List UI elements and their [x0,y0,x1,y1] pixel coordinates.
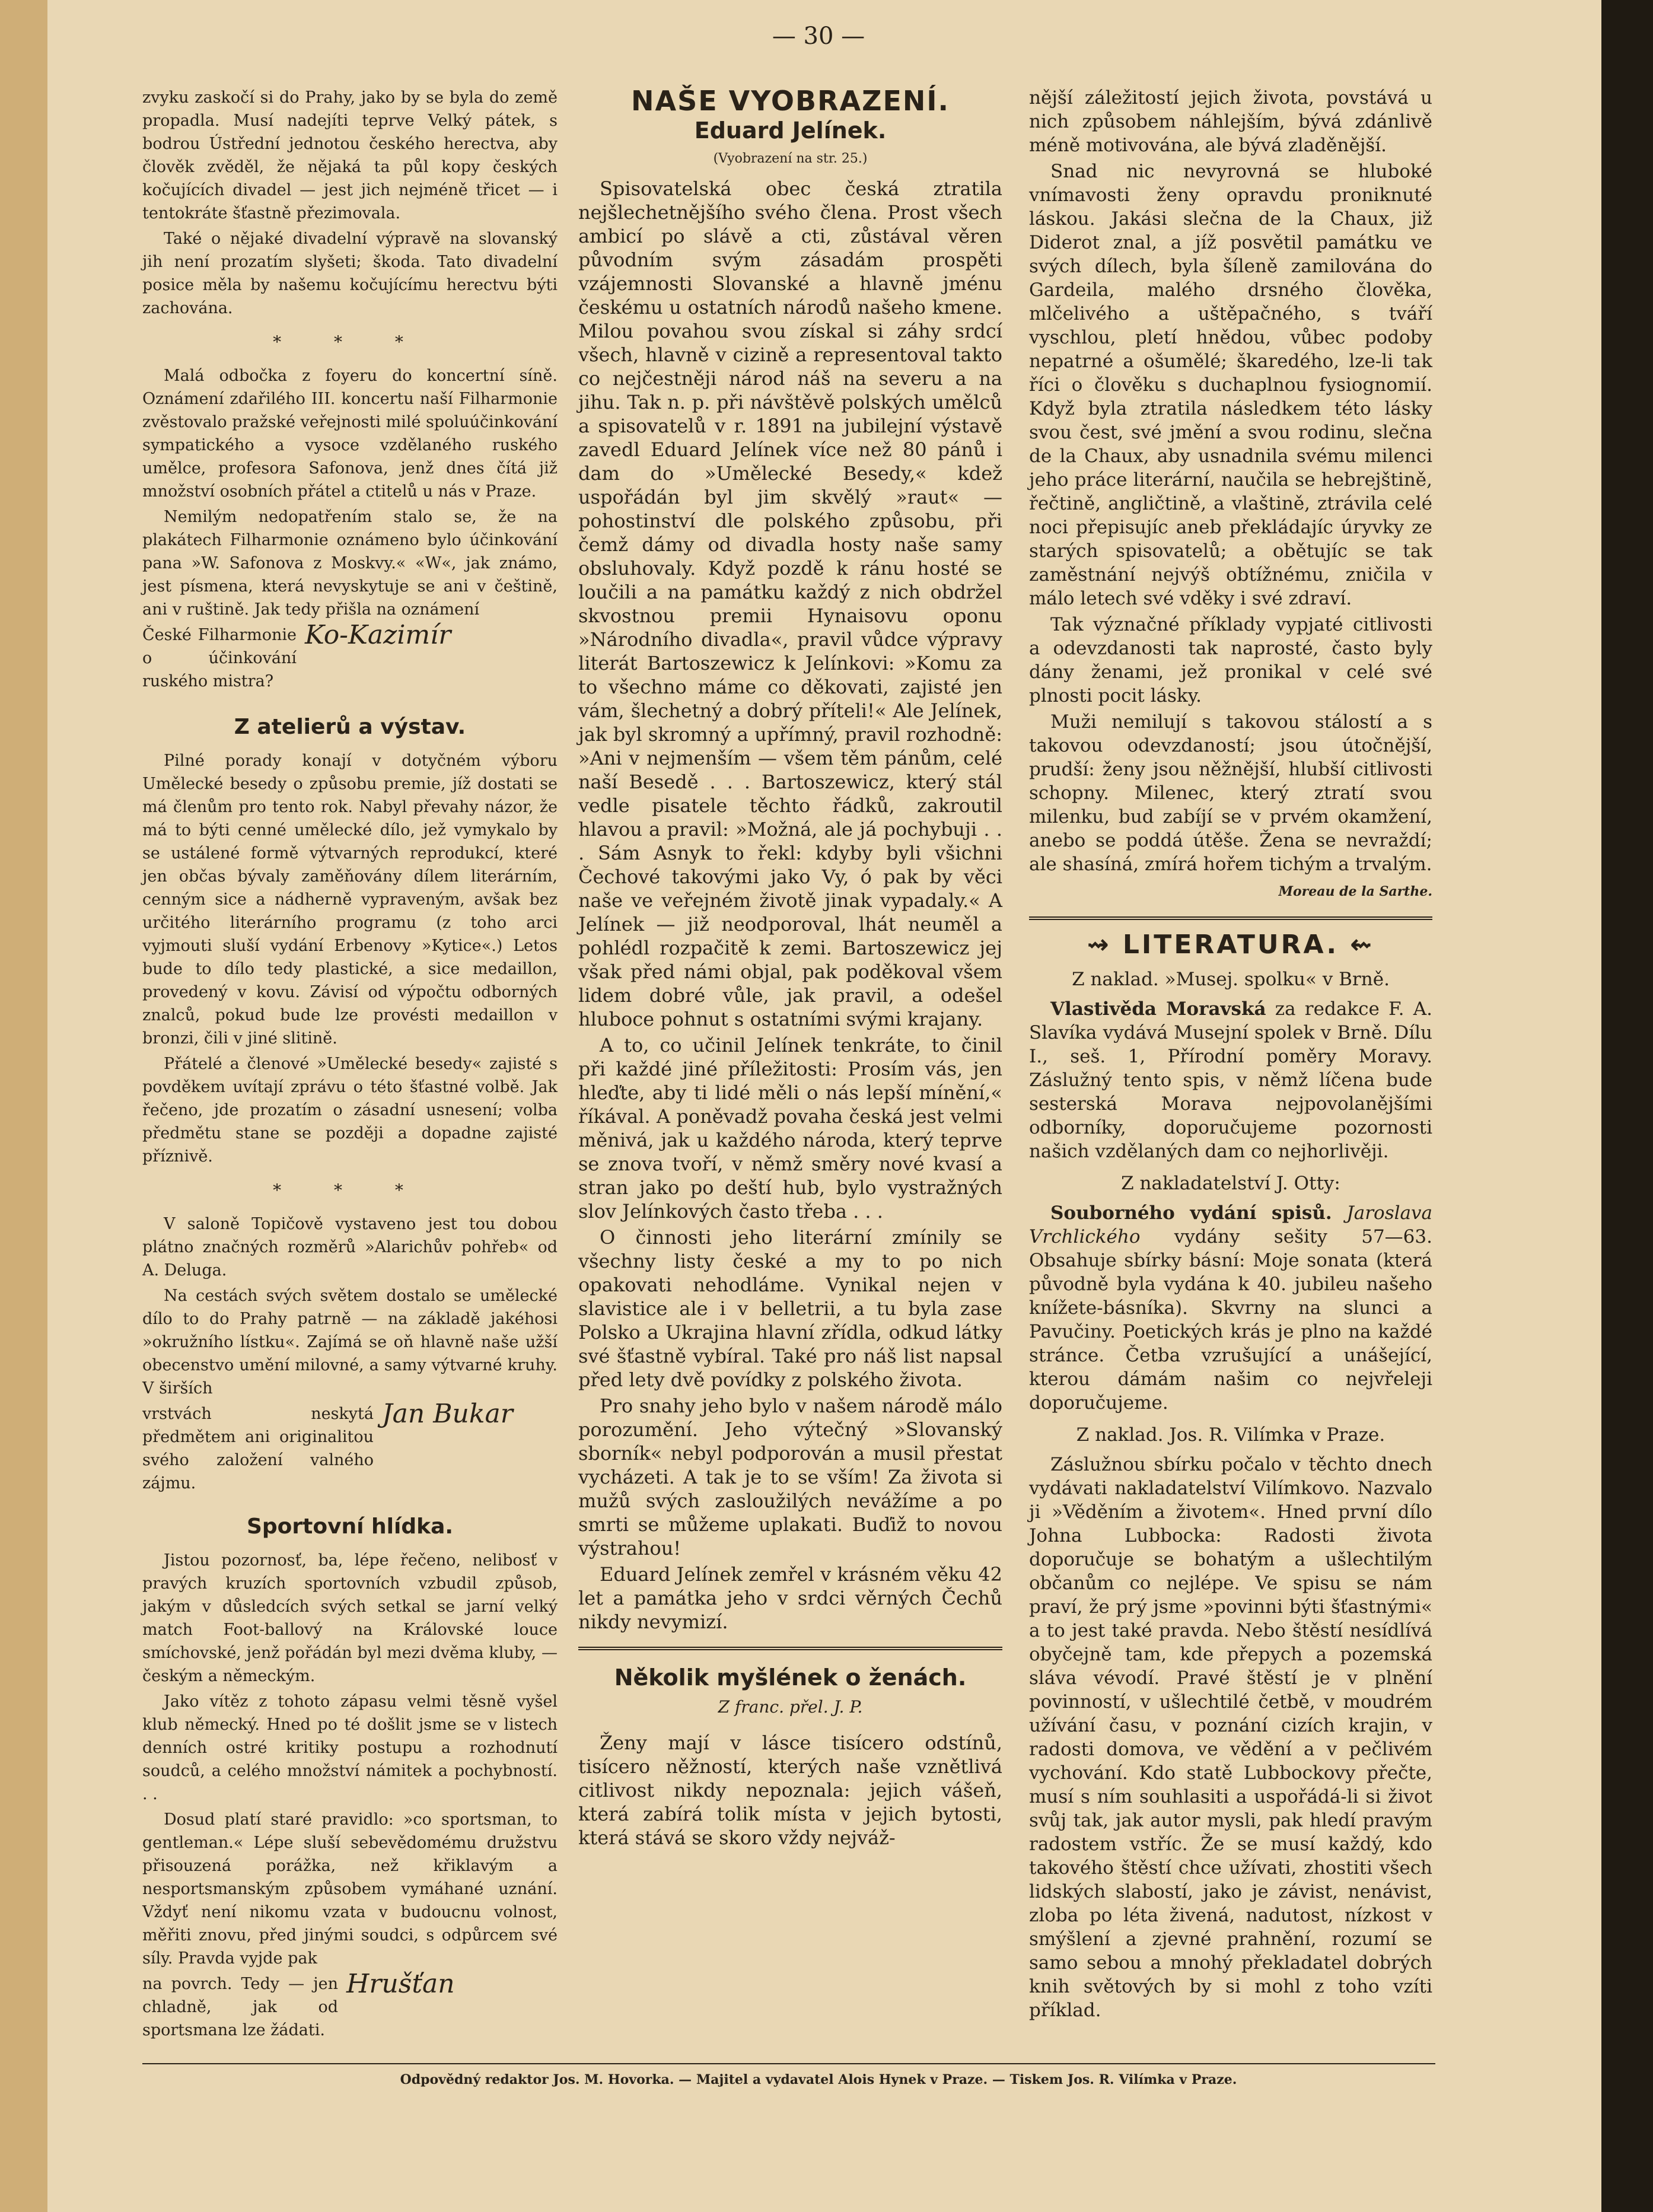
divider [578,1647,1002,1650]
column-middle [578,86,1002,1852]
signature: Jan Bukar [382,1399,513,1429]
column-left [142,86,558,2044]
paragraph-text: vydány sešity 57—63. Obsahuje sbírky básní: Moje sonata (která původně byla vydána k 40. jubileu našeho knížete-básníka). Skvrny na slunci a Pavučiny. Poetických krás je plno na každé stránce. Četba vzrušující a unášející, kterou dámám našim co nejvřeleji doporučujeme. [1029,1226,1432,1414]
divider [1029,916,1432,920]
publisher-line: Z naklad. »Musej. spolku« v Brně. [1072,969,1390,990]
paragraph: O činnosti jeho literární zmínily se všechny listy české a my to po nich opakovati nehodláme. Vynikal nejen v slavistice ale i v belletrii, a tu byla zase Polsko a Ukrajina hlavní zřídla, odkud látky své šťastně vybíral. Také pro náš list napsal před lety dvě povídky z polského života. [578,1226,1002,1391]
section-separator: * * * [273,1180,427,1200]
paragraph: Jako vítěz z tohoto zápasu velmi těsně vyšel klub německý. Hned po té došlit jsme se v listech denních ostré kritiky postupu a rozhodnutí soudců, a celého množství námitek a pochybností. . . [142,1692,558,1803]
signature-block [142,620,558,695]
author-credit: Moreau de la Sarthe. [1278,884,1432,899]
paragraph [1029,997,1432,1163]
publisher-line: Z nakladatelství J. Otty: [1121,1173,1340,1194]
signature-block [142,1399,558,1497]
note: (Vyobrazení na str. 25.) [713,151,868,166]
paragraph: Snad nic nevyrovná se hluboké vnímavosti ženy opravdu proniknuté láskou. Jakási slečna de la Chaux, již Diderot znal, a jíž posvětil památku ve svých dílech, byla šíleně zamilována do Gardeila, malého drsného člověka, mlčelivého a uštěpačného, s tváří vyschlou, pletí hnědou, vůbec podoby nepatrné a ošumělé; škaredého, lze-li tak říci o člověku s duchaplnou fysiognomií. Když byla ztratila následkem této lásky svou čest, své jmění a svou rodinu, slečna de la Chaux, aby usnadnila svému milenci jeho práce literární, naučila se hebrejštině, řečtině, angličtině, a vlaštině, ztrávila celé noci přepisujíc aneb překládajíc úryvky ze starých spisovatelů; a obětujíc se tak zaměstnání nejvýš obtížnému, zničila v málo letech své vděky i své zdraví. [1029,161,1432,609]
paragraph: zvyku zaskočí si do Prahy, jako by se byla do země propadla. Musí nadejíti teprve Velký pátek, s bodrou Ústřední jednotou českého herectva, aby člověk zvěděl, že nějaká ta půl kopy českých kočujících divadel — jest jich nejméně třicet — i tentokráte šťastně přezimovala. [142,88,558,222]
paragraph: Tak význačné příklady vypjaté citlivosti a odevzdanosti tak naprosté, často byly dány ženami, jež pronikal v celé své plnosti pocit lásky. [1029,614,1432,706]
signature: Hrušťan [346,1969,455,1999]
signature: Ko-Kazimír [305,620,451,650]
paragraph: Přátelé a členové »Umělecké besedy« zajisté s povděkem uvítají zprávu o této šťastné volbě. Jak řečeno, jde prozatím o zásadní usnesení; volba předmětu stane se později a dopadne zajisté příznivě. [142,1055,558,1166]
paragraph: na povrch. Tedy — jen chladně, jak od sportsmana lze žádati. [142,1975,338,2039]
column-right [1029,86,1432,2025]
paragraph [1029,1201,1432,1415]
paragraph: Také o nějaké divadelní výpravě na slovanský jih není prozatím slyšeti; škoda. Tato divadelní posice měla by našemu kočujícímu herectvu býti zachována. [142,230,558,317]
paragraph: Ženy mají v lásce tisícero odstínů, tisícero něžností, kterých naše vznětlivá citlivost nikdy nepoznala: jejich vášeň, která zabírá tolik místa v jejich bytosti, která stává se skoro vždy nejváž- [578,1732,1002,1849]
paragraph: Eduard Jelínek zemřel v krásném věku 42 let a památka jeho v srdci věrných Čechů nikdy nevymizí. [578,1563,1002,1633]
article-title: Několik myšlének o ženách. [614,1664,967,1691]
paragraph: Spisovatelská obec česká ztratila nejšlechetnějšího svého člena. Prost všech ambicí po slávě a cti, zůstával věren původním svým zásadám prospěti vzájemnosti Slovanské a hlavně jménu českému u ostatních národů našeho kmene. Milou povahou svou získal si záhy srdcí všech, hlavně v cizině a representoval takto co nejčestněji národ náš na severu a na jihu. Tak n. p. při návštěvě polských umělců a spisovatelů v r. 1891 na jubilejní výstavě zavedl Eduard Jelínek více než 80 pánů i dam do »Umělecké Besedy,« kdež uspořádán byl jim skvělý »raut« — pohostinství dle polského způsobu, při čemž dámy od divadla hosty naše samy obsluhovaly. Když pozdě k ránu hosté se loučili a na památku každý z nich obdržel skvostnou premii Hynaisovu oponu »Národního divadla«, pravil vůdce výpravy literát Bartoszewicz k Jelínkovi: »Komu za to všechno máme co děkovati, zajisté jen vám, šlechetný a dobrý příteli!« Ale Jelínek, jak byl skromný a upřímný, pravil rozhodně: »Ani v nejmenším — všem těm pánům, celé naší Besedě . . . Bartoszewicz, který stál vedle pisatele těchto řádků, zakroutil hlavou a pravil: »Možná, ale já pochybuji . . . Sám Asnyk to řekl: kdyby byli všichni Čechové takovými jako Vy, ó pak by věci naše ve veřejném životě jinak vypadaly.« A Jelínek — již neodporoval, lhát neuměl a pohlédl rozpačitě k zemi. Bartoszewicz jej však před námi objal, pak poděkoval všem lidem dobré vůle, jak pravil, a odešel hluboce pohnut s ostatními svými krajany. [578,177,1002,1030]
arrow-ornament-icon: ⇜ [1339,930,1375,960]
binding-edge [1601,0,1653,2212]
paragraph: Muži nemilují s takovou stálostí a s takovou odevzdaností; jsou útočnější, prudší: ženy jsou něžnější, hlubší citlivosti schopny. Milenec, který ztratí svou milenku, bud zabíjí se v prvém okamžení, anebo se poddá útěše. Žena se nevraždí; ale shasíná, zmírá hořem tichým a trvalým. [1029,711,1432,875]
section-separator: * * * [273,332,427,352]
book-title: Souborného vydání spisů. [1050,1202,1332,1224]
paragraph: Dosud platí staré pravidlo: »co sportsman, to gentleman.« Lépe sluší sebevědomému družstvu přisouzená porážka, než křiklavým a nesportsmanským způsobem vymáhané uznání. Vždyť není nikomu vzata v budoucnu volnost, měřiti znovu, před jinými soudci, s odpůrcem své síly. Pravda vyjde pak [142,1810,558,1968]
note: Z franc. přel. J. P. [718,1697,863,1717]
section-heading: NAŠE VYOBRAZENÍ. [631,85,950,117]
section-heading: Sportovní hlídka. [246,1514,454,1539]
paragraph: V saloně Topičově vystaveno jest tou dobou plátno značných rozměrů »Alarichův pohřeb« od A. Deluga. [142,1215,558,1280]
heading-text: LITERATURA. [1122,930,1339,960]
paragraph: Pilné porady konají v dotyčném výboru Umělecké besedy o způsobu premie, jíž dostati se má členům pro tento rok. Nabyl převahy názor, že má to býti cenné umělecké dílo, jež vymykalo by se ustálené formě výtvarných reprodukcí, které jen občas bývaly zaměňovány dílem literárním, cenným sice a nádherně vypraveným, avšak bez určitého literárního programu (z toho arci vyjmouti sluší vydání Erbenovy »Kytice«.) Letos bude to dílo tedy plastické, a sice medaillon, provedený v kovu. Závisí od výpočtu odborných znalců, pokud bude lze provésti medaillon v bronzi, čili v jiné slitině. [142,752,558,1048]
paragraph: Nemilým nedopatřením stalo se, že na plakátech Filharmonie oznámeno bylo účinkování pana »W. Safonova z Moskvy.« «W«, jak známo, jest písmena, která nevyskytuje se ani v češtině, ani v ruštině. Jak tedy přišla na oznámení [142,508,558,619]
arrow-ornament-icon: ⇝ [1087,930,1123,960]
section-heading: Z atelierů a výstav. [234,715,466,739]
author-name: Jaroslava Vrchlického [1029,1202,1433,1247]
paragraph-text: za redakce F. A. Slavíka vydává Musejní spolek v Brně. Dílu I., seš. 1, Přírodní poměry Moravy. Záslužný tento spis, v němž líčena bude sesterská Morava nejpovolanějšími odborníky, doporučujeme pozornosti našich vzdělaných dam co nejhorlivěji. [1029,998,1432,1162]
page-number: — 30 — [772,23,865,50]
paragraph: České Filharmonie o účinkování ruského mistra? [142,626,297,690]
paragraph: Malá odbočka z foyeru do koncertní síně. Oznámení zdařilého III. koncertu naší Filharmonie zvěstovalo pražské veřejnosti milé spoluúčinkování sympatického a vysoce vzdělaného ruského umělce, profesora Safonova, jenž dnes čítá již množství osobních přátel a ctitelů u nás v Praze. [142,367,558,501]
footer-imprint: Odpovědný redaktor Jos. M. Hovorka. — Majitel a vydavatel Alois Hynek v Praze. — Tiskem Jos. R. Vilímka v Praze. [400,2072,1237,2087]
article-title: Eduard Jelínek. [694,117,887,144]
paragraph: A to, co učinil Jelínek tenkráte, to činil při každé jiné příležitosti: Prosím vás, jen hleďte, aby ti lidé měli o nás lepší mínění,« říkával. A poněvadž povaha česká jest velmi měnivá, jak u každého národa, který teprve se znova tvoří, v němž směry nové kvasí a stran jako po deští hub, bylo vystražných slov Jelínkových často třeba . . . [578,1034,1002,1223]
book-title: Vlastivěda Moravská [1050,998,1266,1020]
paragraph: Pro snahy jeho bylo v našem národě málo porozumění. Jeho výtečný »Slovanský sborník« nebyl podporován a musil přestat vycházeti. A tak je to se vším! Za života si mužů svých zasloužilých nevážíme a po smrti se můžeme uplakati. Buďiž to novou výstrahou! [578,1395,1002,1559]
paragraph: nější záležitostí jejich života, povstává u nich způsobem náhlejším, bývá zdánlivě méně motivována, ale bývá zladěnější. [1029,87,1432,156]
paragraph: Na cestách svých světem dostalo se umělecké dílo to do Prahy patrně — na základě jakéhosi »okružního lístku«. Zajímá se oň hlavně naše užší obecenstvo umění milovné, a samy výtvarné kruhy. V širších [142,1287,558,1398]
footer-divider [142,2063,1435,2064]
signature-block [142,1969,558,2044]
section-heading [1029,930,1432,960]
paragraph: Záslužnou sbírku počalo v těchto dnech vydávati nakladatelství Vilímkovo. Nazvalo ji »Věděním a životem«. Hned první dílo Johna Lubbocka: Radosti života doporučuje se bohatým a ušlechtilým občanům co nejlépe. Ve spisu se nám praví, že prý jsme »povinni býti šťastnými« a to jest také pravda. Nebo štěstí nesídlívá obyčejně tam, kde přepych a pozemská sláva vévodí. Pravé štěstí je v plnění povinností, v ušlechtilé četbě, v moudrém užívání času, v poznání cizích krajin, v radosti domova, ve vědění a v pečlivém vychování. Kdo statě Lubbockovy přečte, musí s ním souhlasiti a uspořádá-li si život svůj tak, jak autor mysli, pak hledí pravým radostem vstříc. Že se musí každý, kdo takového štěstí chce užívati, zhostiti všech lidských slabostí, jako je závist, nenávist, zloba po léta živená, nadutost, nízkost v smýšlení a zjevné prahnění, rozumí se samo sebou a mnohý překladatel dobrých knih světových by si mohl z toho vzíti příklad. [1029,1454,1432,2021]
paragraph: Jistou pozornosť, ba, lépe řečeno, nelibosť v pravých kruzích sportovních vzbudil způsob, jakým v důsledcích svých setkal se jarní velký match Foot-ballový na Královské louce smíchovské, jenž pořádán byl mezi dvěma kluby, — českým a německým. [142,1551,558,1685]
paragraph: vrstvách neskytá předmětem ani originalitou svého založení valného zájmu. [142,1405,374,1492]
publisher-line: Z naklad. Jos. R. Vilímka v Praze. [1076,1424,1386,1446]
